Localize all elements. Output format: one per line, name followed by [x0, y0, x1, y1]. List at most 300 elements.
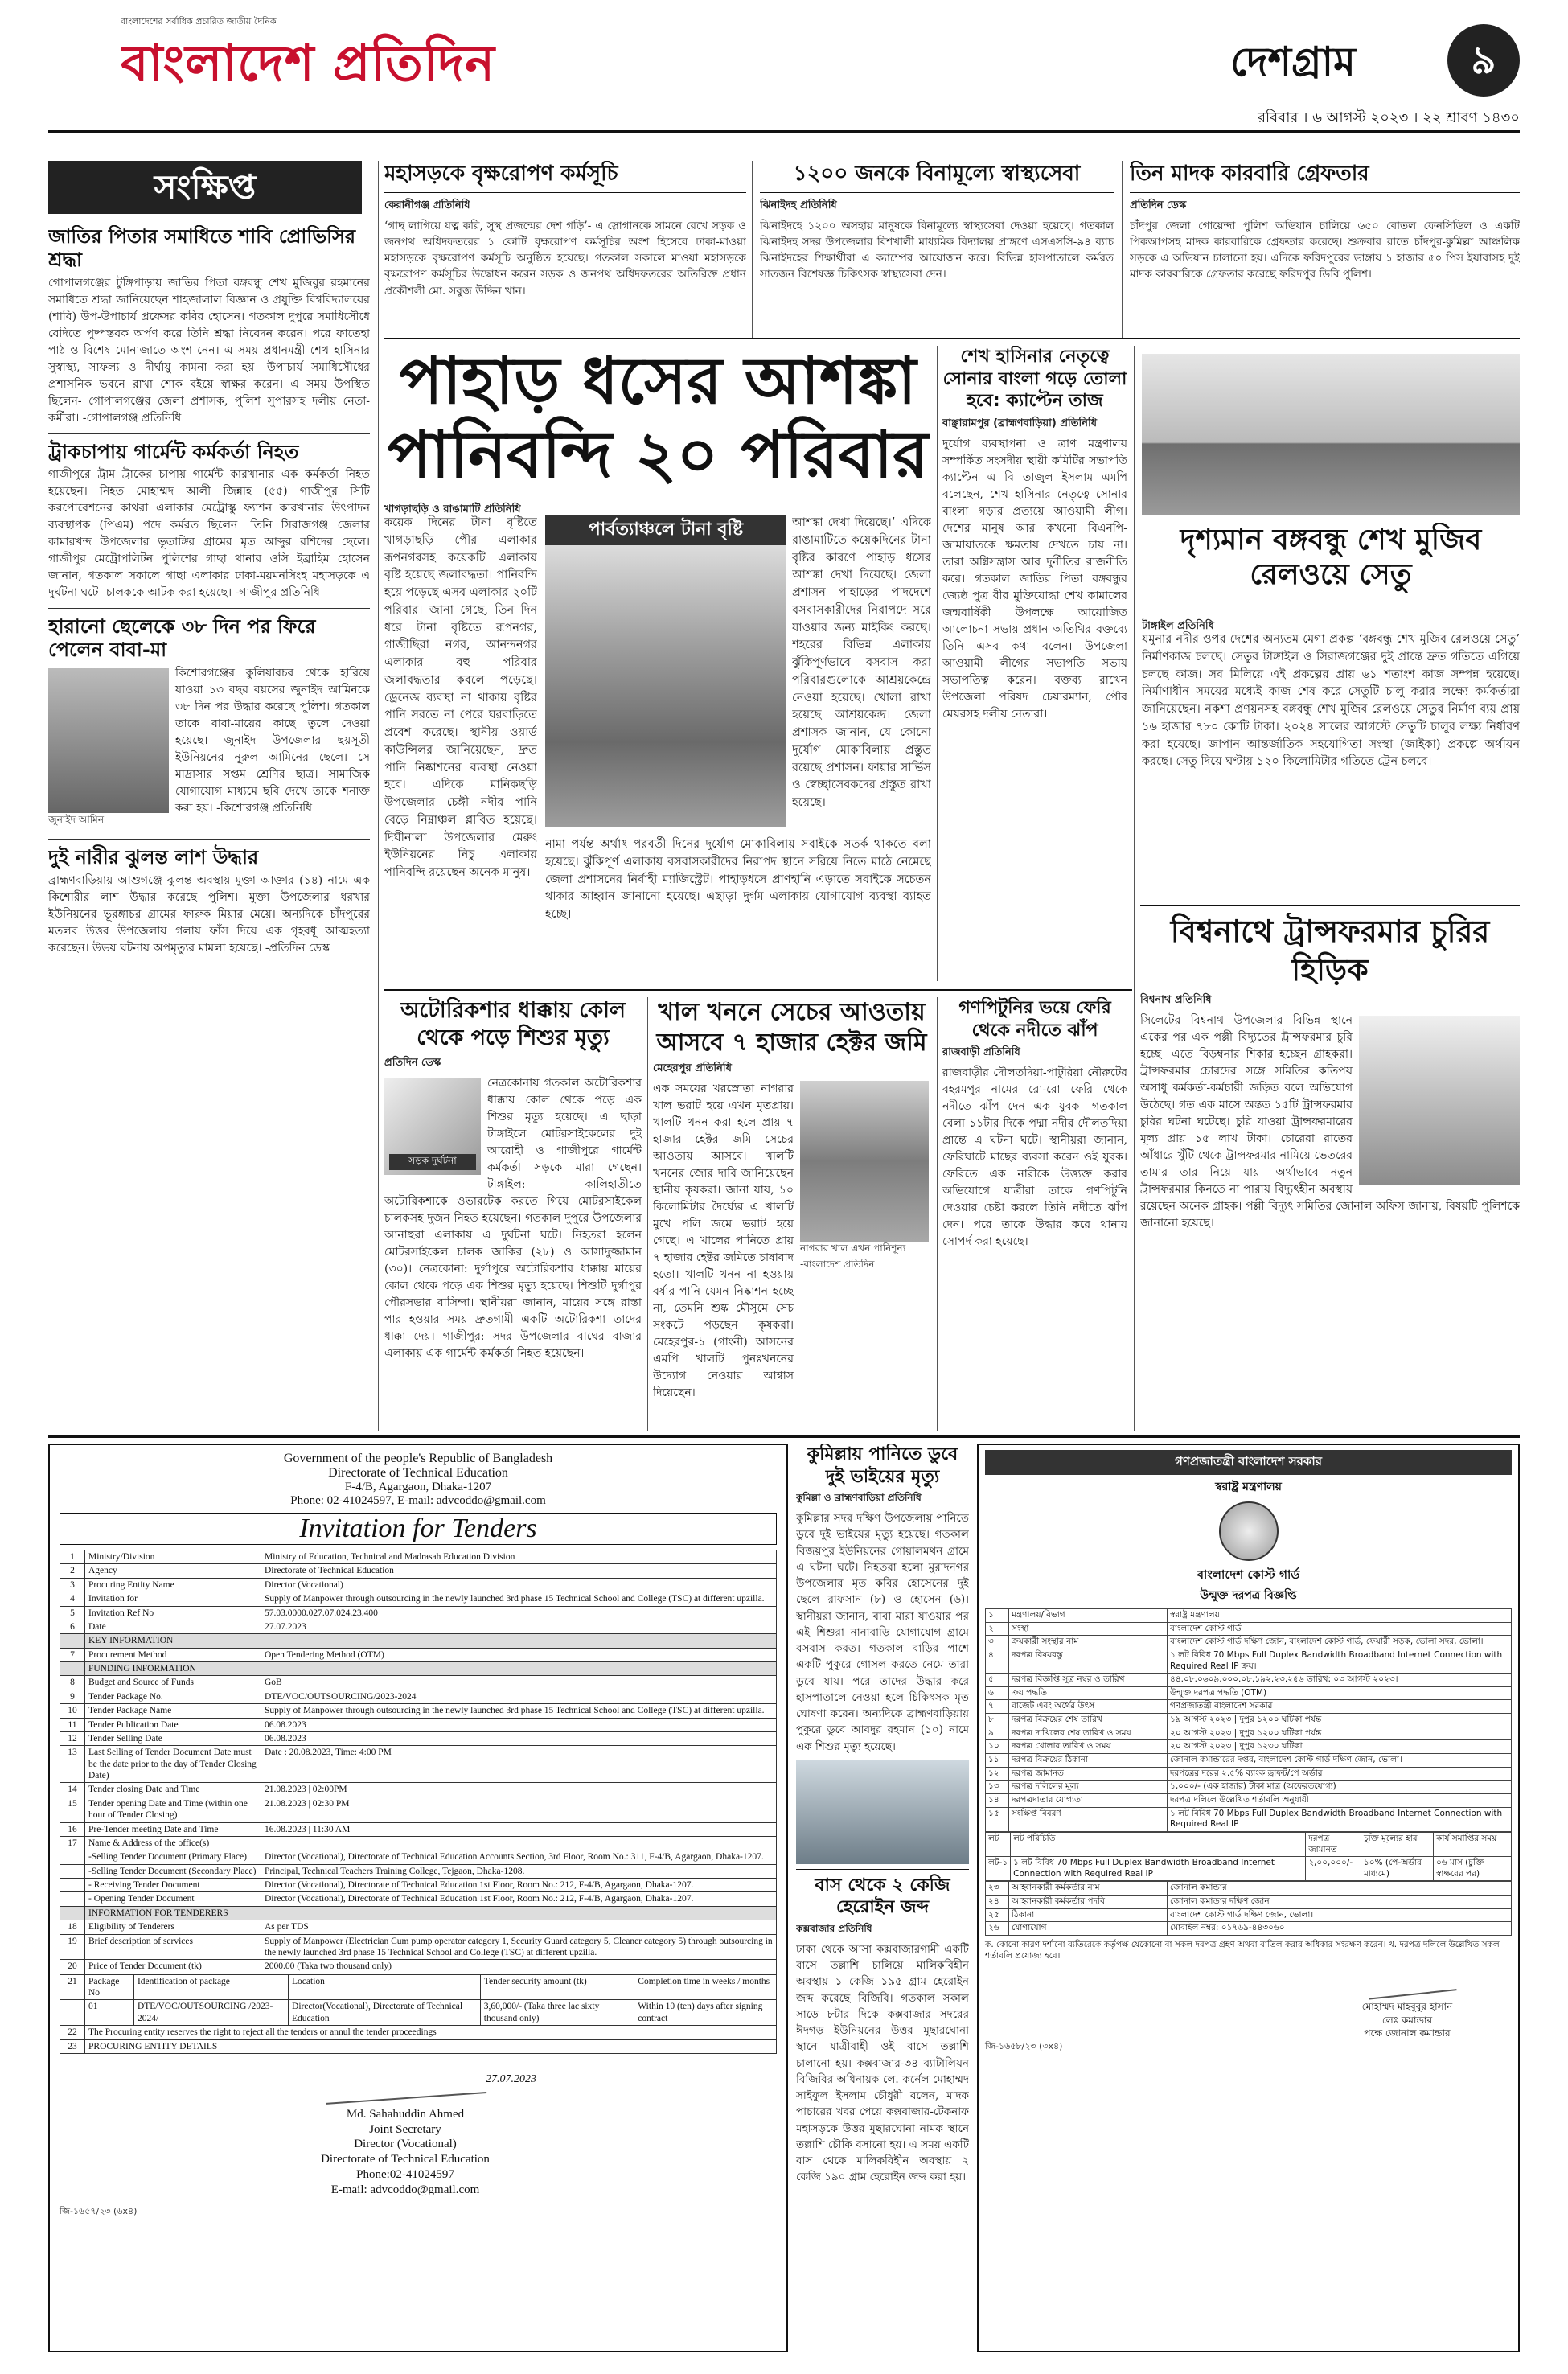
top-story-text: চাঁদপুর জেলা গোয়েন্দা পুলিশ অভিযান চালিয়ে ৬৫০ বোতল ফেনসিডিল ও একটি পিকআপসহ মাদক কারবারিকে গ্রেফতার করেছে। শুক্রবার রাতে চাঁদপুর-কুমিল্লা আঞ্চলিক সড়কে এ অভিযান চালানো হয়। এদিকে ফরিদপুরের ভাঙ্গায় ১ হাজার ৫০ পিস ইয়াবাসহ দুই মাদক কারবারিকে গ্রেফতার করেছে ফরিদপুর ডিবি পুলিশ। [1130, 219, 1520, 281]
column-rule [1134, 909, 1135, 1431]
bridge-byline: টাঙ্গাইল প্রতিনিধি [1142, 620, 1214, 632]
divider [796, 1869, 969, 1870]
row-value: ১ লট বিবিধ 70 Mbps Full Duplex Bandwidth Broadband Internet Connection with Required Real IP ক্রয়। [1168, 1649, 1512, 1673]
top-story-text: ঝিনাইদহে ১২০০ অসহায় মানুষকে বিনামূল্যে স্বাস্থ্যসেবা দেওয়া হয়েছে। গতকাল ঝিনাইদহ সদর উপজেলার বিশখালী মাধ্যমিক বিদ্যালয় প্রাঙ্গণে এসএসসি-৯৪ ব্যাচ ঝিনাইদহের শিক্ষার্থীরা এ ক্যাম্পের আয়োজন করে। বিভিন্ন হাসপাতালে কর্মরত সাতজন বিশেষজ্ঞ চিকিৎসক স্বাস্থ্যসেবা দেন। [760, 219, 1114, 281]
divider [760, 192, 1114, 193]
auto-headline[interactable]: অটোরিকশার ধাক্কায় কোল থেকে পড়ে শিশুর মৃত্যু [400, 998, 626, 1050]
row-label: Name & Address of the office(s) [85, 1836, 261, 1850]
cg-row [986, 1767, 1512, 1780]
cg-row [986, 1649, 1512, 1673]
tender-row [60, 1634, 777, 1648]
row-value: Supply of Manpower (Electrician Cum pump operator category 1, Security Guard category 5, Cleaner category 5) through outsourcing in the newly launched 3rd phase 15 Technical School and College (TSC) at different upzilla. [261, 1934, 777, 1960]
row-value: ২০ আগস্ট ২০২৩ | দুপুর ১২৩০ ঘটিকা [1168, 1740, 1512, 1754]
brief-title[interactable]: হারানো ছেলেকে ৩৮ দিন পর ফিরে পেলেন বাবা-মা [48, 615, 316, 662]
row-label: - Opening Tender Document [85, 1892, 261, 1906]
row-value: 16.08.2023 | 11:30 AM [261, 1822, 777, 1836]
row-value: জোনাল কমান্ডার [1168, 1882, 1512, 1896]
tender-phone: Phone: 02-41024597, E-mail: advcoddo@gmail.com [290, 1494, 546, 1507]
masthead-tagline: বাংলাদেশের সর্বাধিক প্রচারিত জাতীয় দৈনিক [121, 16, 277, 27]
row-number: 7 [60, 1648, 85, 1661]
row-number: ৩ [986, 1636, 1009, 1649]
divider [1130, 192, 1520, 193]
tender-row [60, 1920, 777, 1934]
top-story-byline: প্রতিদিন ডেস্ক [1130, 199, 1187, 212]
row-label: দরপত্র দাখিলের শেষ তারিখ ও সময় [1009, 1727, 1168, 1740]
row-label: Tender opening Date and Time (within one hour of Tender Closing) [85, 1797, 261, 1822]
brief-item [48, 441, 370, 602]
row-label: Ministry/Division [85, 1550, 261, 1564]
lot-cell-0: লট-১ [986, 1857, 1011, 1881]
row-number: ২ [986, 1622, 1009, 1636]
cg-row [986, 1622, 1512, 1636]
row-label: বাজেট এবং অর্থের উৎস [1009, 1700, 1168, 1714]
bridge-headline[interactable]: দৃশ্যমান বঙ্গবন্ধু শেখ মুজিব রেলওয়ে সেতু [1180, 524, 1482, 592]
row-label: FUNDING INFORMATION [85, 1662, 261, 1676]
khal-headline[interactable]: খাল খননে সেচের আওতায় আসবে ৭ হাজার হেক্টর জমি [656, 998, 927, 1057]
ad-code: জি-১৬৫৮/২৩ (৩x৪) [985, 2041, 1063, 2052]
tender-row [60, 1690, 777, 1703]
rule [1140, 905, 1520, 906]
hasina-text: দুর্যোগ ব্যবস্থাপনা ও ত্রাণ মন্ত্রণালয় সম্পর্কিত সংসদীয় স্থায়ী কমিটির সভাপতি ক্যাপ্টেন এ বি তাজুল ইসলাম এমপি বলেছেন, শেখ হাসিনার নেতৃত্বে সোনার বাংলা গড়ার প্রত্যয়ে আওয়ামী লীগ। দেশের মানুষ আর কখনো বিএনপি-জামায়াতকে ক্ষমতায় দেখতে চায় না। তারা অগ্নিসন্ত্রাস আর দুর্নীতির রাজনীতি করে। গতকাল জাতির পিতা বঙ্গবন্ধুর জ্যেষ্ঠ পুত্র বীর মুক্তিযোদ্ধা শেখ কামালের জন্মবার্ষিকী উপলক্ষে আয়োজিত আলোচনা সভায় প্রধান অতিথির বক্তব্যে তিনি এসব কথা বলেন। উপজেলা আওয়ামী লীগের সভাপতি সভায় সভাপতিত্ব করেন। বক্তব্য রাখেন উপজেলা পরিষদ চেয়ারম্যান, পৌর মেয়রসহ দলীয় নেতারা। [942, 437, 1127, 721]
row-number: ১৩ [986, 1780, 1009, 1794]
row-label: Agency [85, 1564, 261, 1578]
lot-cell-2: ২,০০,০০০/- [1306, 1857, 1361, 1881]
row-value: 06.08.2023 [261, 1731, 777, 1745]
brief-text: গাজীপুরে ট্রাম ট্রাকের চাপায় গার্মেন্ট কারখানার এক কর্মকর্তা নিহত হয়েছেন। নিহত মোহাম্মদ আলী জিন্নাহ (৫৫) গাজীপুর সিটি করপোরেশনের কাথরা এলাকার মেট্রোস্কু ফ্যাশন কারখানার উৎপাদন ব্যবস্থাপক (পিএম) পদে কর্মরত ছিলেন। তিনি সিরাজগঞ্জ জেলার কামারখন্দ উপজেলার ভূতাঙ্গির গ্রামের মৃত আব্দুর রশিদের ছেলে। গাজীপুর মেট্রোপলিটন পুলিশের গাছা থানার ওসি ইব্রাহিম হোসেন জানান, গতকাল সকালে গাছা এলাকার ঢাকা-ময়মনসিংহ মহাসড়কে এ দুর্ঘটনা ঘটে। চালককে আটক করা হয়েছে। -গাজীপুর প্রতিনিধি [48, 468, 370, 600]
row-value: ২০ আগস্ট ২০২৩ | দুপুর ১২০০ ঘটিকা পর্যন্ত [1168, 1727, 1512, 1740]
entity-details: PROCURING ENTITY DETAILS [85, 2039, 777, 2053]
tender-row [60, 1864, 777, 1878]
row-label: Invitation for [85, 1592, 261, 1606]
accident-graphic [384, 1078, 481, 1175]
row-value: Director (Vocational), Directorate of Technical Education Accounts Section, 3rd Floor, Room No.: 311, F-4/B, Agargaon, Dhaka-1207. [261, 1850, 777, 1864]
column-rule [937, 997, 938, 1431]
tender-row [60, 1934, 777, 1960]
row-value: 21.08.2023 | 02:00PM [261, 1783, 777, 1797]
comilla-text: কুমিল্লার সদর দক্ষিণ উপজেলায় পানিতে ডুবে দুই ভাইয়ের মৃত্যু হয়েছে। গতকাল বিজয়পুর ইউনিয়নের গোয়ালমথন গ্রামে এ ঘটনা ঘটে। নিহতরা হলো মুরাদনগর উপজেলার মৃত কবির হোসেনের দুই ছেলে রাফসান (৮) ও হোসেন (৬)। স্থানীয়রা জানান, বাবা মারা যাওয়ার পর এই শিশুরা নানাবাড়ি যোগাযোগ গ্রামে বসবাস করত। গতকাল বাড়ির পাশে একটি পুকুরে গোসল করতে নেমে তারা ডুবে যায়। পরে তাদের উদ্ধার করে হাসপাতালে নেওয়া হলে চিকিৎসক মৃত ঘোষণা করেন। অন্যদিকে ব্রাহ্মণবাড়িয়ায় পুকুরে ডুবে আবদুর রহমান (১০) নামে এক শিশুর মৃত্যু হয়েছে। [796, 1512, 969, 1753]
row-label: দরপত্র জামানত [1009, 1767, 1168, 1780]
row-number: 2 [60, 1564, 85, 1578]
row-label: দরপত্র বিষয়বস্তু [1009, 1649, 1168, 1673]
transformer-photo [1359, 1016, 1520, 1185]
row-number: ৭ [986, 1700, 1009, 1714]
signature-scribble [324, 2060, 486, 2105]
khal-story [653, 997, 930, 1431]
sangkhipto-column [48, 225, 370, 1431]
row-label: - Receiving Tender Document [85, 1879, 261, 1892]
hasina-headline[interactable]: শেখ হাসিনার নেতৃত্বে সোনার বাংলা গড়ে তোলা হবে: ক্যাপ্টেন তাজ [942, 347, 1127, 411]
issue-date: রবিবার । ৬ আগস্ট ২০২৩ । ২২ শ্রাবণ ১৪৩০ [1258, 109, 1520, 125]
row-value: Supply of Manpower through outsourcing in the newly launched 3rd phase 15 Technical School and College (TSC) at different upzilla. [261, 1704, 777, 1718]
column-rule [752, 161, 753, 338]
row-label: Procurement Method [85, 1648, 261, 1661]
cg-row [986, 1896, 1512, 1909]
cg-row [986, 1793, 1512, 1807]
row-value: স্বরাষ্ট্র মন্ত্রণালয় [1168, 1609, 1512, 1623]
row-label: দরপত্র বিজ্ঞপ্তি সূত্র নম্বর ও তারিখ [1009, 1674, 1168, 1687]
row-label: Tender Package No. [85, 1690, 261, 1703]
row-label: Last Selling of Tender Document Date must be the date prior to the day of Tender Closing Date) [85, 1746, 261, 1783]
rule [384, 338, 1520, 339]
khal-photo-caption: নাগরার খাল এখন পানিশূন্য -বাংলাদেশ প্রতিদিন [800, 1242, 906, 1270]
row-number: 17 [60, 1836, 85, 1850]
cg-org: বাংলাদেশ কোস্ট গার্ড [1197, 1567, 1300, 1582]
top-story-title[interactable]: মহাসড়কে বৃক্ষরোপণ কর্মসূচি [384, 162, 618, 186]
signatory-role: Director (Vocational) [354, 2138, 457, 2151]
row-value: 2000.00 (Taka two thousand only) [261, 1960, 777, 1974]
signatory-email: E-mail: advcoddo@gmail.com [330, 2183, 480, 2196]
tender-row [60, 1746, 777, 1783]
package-cell-2: Director(Vocational), Directorate of Technical Education [289, 2000, 481, 2026]
lot-head-4: কার্য সমাপ্তির সময় [1434, 1832, 1512, 1856]
lot-head-0: লট [986, 1832, 1011, 1856]
tender-row [60, 1592, 777, 1606]
row-label: Tender Publication Date [85, 1718, 261, 1731]
row-label: যোগাযোগ [1009, 1922, 1168, 1936]
column-rule [937, 346, 938, 981]
brief-title[interactable]: ট্রাকচাপায় গার্মেন্ট কর্মকর্তা নিহত [48, 440, 299, 463]
tender-row [60, 1822, 777, 1836]
brief-text: ব্রাহ্মণবাড়িয়ায় আশুগঞ্জে ঝুলন্ত অবস্থায় মুক্তা আক্তার (১৪) নামে এক কিশোরীর লাশ উদ্ধার করেছে পুলিশ। মুক্তা উপজেলার ধরখার ইউনিয়নের ভূরঙ্গাচর গ্রামের ফারুক মিয়ার মেয়ে। অন্যদিকে চাঁদপুরের মতলব উত্তর উপজেলায় গলায় ফাঁস দিয়ে এক গৃহবধূ আত্মহত্যা করেছেন। উভয় ঘটনায় অপমৃত্যুর মামলা হয়েছে। -প্রতিদিন ডেস্ক [48, 873, 370, 955]
brief-text: কিশোরগঞ্জের কুলিয়ারচর থেকে হারিয়ে যাওয়া ১৩ বছর বয়সের জুনাইদ আমিনকে ৩৮ দিন পর উদ্ধার করেছে পুলিশ। গতকাল তাকে বাবা-মায়ের কাছে তুলে দেওয়া হয়েছে। জুনাইদ উপজেলার ছয়সূতী ইউনিয়নের নূরুল আমিনের ছেলে। সে মাদ্রাসার সপ্তম শ্রেণির ছাত্র। সামাজিক যোগাযোগ মাধ্যমে ছবি দেখে তাকে শনাক্ত করা হয়। -কিশোরগঞ্জ প্রতিনিধি [175, 666, 370, 815]
row-number: ২৫ [986, 1908, 1009, 1922]
reserve-rights: The Procuring entity reserves the right to reject all the tenders or annul the tender proceedings [85, 2026, 777, 2039]
coastguard-emblem-icon [1219, 1501, 1279, 1561]
column-rule [1122, 161, 1123, 338]
brief-text: গোপালগঞ্জের টুঙ্গিপাড়ায় জাতির পিতা বঙ্গবন্ধু শেখ মুজিবুর রহমানের সমাধিতে শ্রদ্ধা জানিয়েছেন শাহজালাল বিজ্ঞান ও প্রযুক্তি বিশ্ববিদ্যালয়ের (শাবি) উপ-উপাচার্য প্রফেসর কবির হোসেন। গতকাল দুপুরে সমাধিসৌধে বেদিতে পুষ্পস্তবক অর্পণ করে তিনি শ্রদ্ধা নিবেদন করেন। পরে ফাতেহা পাঠ ও বিশেষ মোনাজাতে অংশ নেন। এ সময় প্রধানমন্ত্রী শেখ হাসিনার সুস্বাস্থ্য, সাফল্য ও দীর্ঘায়ু কামনা করা হয়। উপাচার্য সমাধিসৌধের প্রশাসনিক ভবনে রাখা শোক বইয়ে স্বাক্ষর করেন। এ সময় উপস্থিত ছিলেন- গোপালগঞ্জের জেলা প্রশাসক, পুলিশ সুপারসহ দলীয় নেতা-কর্মীরা। -গোপালগঞ্জ প্রতিনিধি [48, 276, 370, 425]
bridge-photo [1142, 354, 1520, 515]
hasina-byline: বাঞ্ছারামপুর (ব্রাহ্মণবাড়িয়া) প্রতিনিধি [942, 417, 1098, 429]
cg-row [986, 1807, 1512, 1831]
cg-row [986, 1740, 1512, 1754]
tender-signature [60, 2062, 777, 2223]
khal-photo-wrap [800, 1081, 929, 1419]
missing-boy-photo [48, 668, 169, 813]
tender-addr: F-4/B, Agargaon, Dhaka-1207 [344, 1481, 492, 1493]
cg-table-2 [985, 1881, 1512, 1936]
row-number: 16 [60, 1822, 85, 1836]
signatory-name: Md. Sahahuddin Ahmed [346, 2107, 465, 2121]
tender-row [60, 1676, 777, 1690]
cg-signatory [1319, 2000, 1496, 2039]
row-number [60, 1850, 85, 1864]
cg-signature [985, 1961, 1512, 2058]
row-value: Ministry of Education, Technical and Madrasah Education Division [261, 1550, 777, 1564]
cg-title: উন্মুক্ত দরপত্র বিজ্ঞপ্তি [1200, 1589, 1297, 1602]
row-number: 20 [60, 1960, 85, 1974]
tender-row [60, 1718, 777, 1731]
row-label: দরপত্র বিক্রয়ের ঠিকানা [1009, 1754, 1168, 1768]
lead-headline[interactable]: পাহাড় ধসের আশঙ্কা পানিবন্দি ২০ পরিবার [387, 344, 929, 492]
accident-label: সড়ক দুর্ঘটনা [389, 1154, 476, 1170]
row-label: Tender Package Name [85, 1704, 261, 1718]
brief-item [48, 615, 370, 832]
lead-photo [545, 545, 786, 827]
cg-row [986, 1636, 1512, 1649]
row-value: ৪৪.০৮.০৬০৯.০০০.০৮.১৯২.২৩.২৫৬ তারিখ: ০৩ আগস্ট ২০২৩। [1168, 1674, 1512, 1687]
cg-row [986, 1700, 1512, 1714]
transformer-story [1140, 913, 1520, 1431]
comilla-headline[interactable]: কুমিল্লায় পানিতে ডুবে দুই ভাইয়ের মৃত্যু [807, 1444, 958, 1487]
cg-gov: গণপ্রজাতন্ত্রী বাংলাদেশ সরকার [985, 1450, 1512, 1475]
column-rule [647, 997, 648, 1431]
tender-row [60, 1606, 777, 1620]
row-value: গণপ্রজাতন্ত্রী বাংলাদেশ সরকার [1168, 1700, 1512, 1714]
mob-byline: রাজবাড়ী প্রতিনিধি [942, 1046, 1020, 1058]
mob-story [942, 997, 1127, 1431]
auto-byline: প্রতিদিন ডেস্ক [384, 1056, 441, 1069]
row-value: Date : 20.08.2023, Time: 4:00 PM [261, 1746, 777, 1783]
transformer-headline[interactable]: বিশ্বনাথে ট্রান্সফরমার চুরির হিড়িক [1170, 914, 1490, 988]
lot-cell-1: ১ লট বিবিধ 70 Mbps Full Duplex Bandwidth Broadband Internet Connection with Required Real IP [1011, 1857, 1306, 1881]
transformer-text: সিলেটের বিশ্বনাথ উপজেলার বিভিন্ন স্থানে একের পর এক পল্লী বিদ্যুতের ট্রান্সফরমার চুরি হচ্ছে। এতে বিড়ম্বনার শিকার হচ্ছেন গ্রাহকরা। ট্রান্সফরমার চোরদের সঙ্গে সমিতির কতিপয় অসাধু কর্মকর্তা-কর্মচারী জড়িত বলে অভিযোগ উঠেছে। গত এক মাসে অন্তত ১৫টি ট্রান্সফরমার চুরির ঘটনা ঘটেছে। চুরি যাওয়া ট্রান্সফরমারের মূল্য প্রায় ১৫ লাখ টাকা। চোরেরা রাতের আঁধারে খুঁটি থেকে ট্রান্সফরমার নামিয়ে ভেতরের তামার তার নিয়ে যায়। অর্থাভাবে নতুন ট্রান্সফরমার কিনতে না পারায় বিদ্যুৎহীন অবস্থায় রয়েছেন অনেক গ্রাহক। পল্লী বিদ্যুৎ সমিতির জোনাল অফিস জানায়, বিষয়টি পুলিশকে জানানো হয়েছে। [1140, 1014, 1520, 1230]
top-story-title[interactable]: ১২০০ জনকে বিনামূল্যে স্বাস্থ্যসেবা [793, 162, 1081, 186]
tender-row [60, 1704, 777, 1718]
row-number: 9 [60, 1690, 85, 1703]
tender-row [60, 1564, 777, 1578]
package-head-0: Package No [85, 1974, 134, 2000]
row-number: 12 [60, 1731, 85, 1745]
row-number: ৫ [986, 1674, 1009, 1687]
tender-row [60, 1850, 777, 1864]
rule [48, 1435, 1520, 1438]
row-value: জোনাল কমান্ডার দক্ষিণ জোন [1168, 1896, 1512, 1909]
package-head-2: Location [289, 1974, 481, 2000]
row-value: মোবাইল নম্বর: ০১৭৬৯-৪৪৩০৬০ [1168, 1922, 1512, 1936]
row-label: Date [85, 1620, 261, 1633]
row-value: Director (Vocational), Directorate of Technical Education 1st Floor, Room No.: 212, F-4/B, Agargaon, Dhaka-1207. [261, 1879, 777, 1892]
row-value [261, 1906, 777, 1920]
row-number: ৬ [986, 1686, 1009, 1700]
cg-row [986, 1674, 1512, 1687]
package-table [60, 1974, 777, 2054]
row-value: 27.07.2023 [261, 1620, 777, 1633]
sangkhipto-tab: সংক্ষিপ্ত [48, 161, 362, 214]
row-value: Principal, Technical Teachers Training College, Tejgaon, Dhaka-1208. [261, 1864, 777, 1878]
row-number: 10 [60, 1704, 85, 1718]
lot-cell-4: ০৬ মাস (চুক্তি স্বাক্ষরের পর) [1434, 1857, 1512, 1881]
signatory-title: Joint Secretary [369, 2122, 441, 2136]
row-number: 19 [60, 1934, 85, 1960]
heroin-headline[interactable]: বাস থেকে ২ কেজি হেরোইন জব্দ [815, 1875, 950, 1918]
cg-table [985, 1608, 1512, 1832]
divider [384, 192, 746, 193]
row-label: আহ্বানকারী কর্মকর্তার নাম [1009, 1882, 1168, 1896]
lot-head-2: দরপত্র জামানত [1306, 1832, 1361, 1856]
tender-row [60, 1797, 777, 1822]
divider [48, 608, 370, 609]
cg-row [986, 1609, 1512, 1623]
row-number: 15 [60, 1797, 85, 1822]
row-value: DTE/VOC/OUTSOURCING/2023-2024 [261, 1690, 777, 1703]
row-number: 11 [60, 1718, 85, 1731]
tender-row [60, 1906, 777, 1920]
mob-headline[interactable]: গণপিটুনির ভয়ে ফেরি থেকে নদীতে ঝাঁপ [958, 998, 1111, 1041]
row-number: 8 [60, 1676, 85, 1690]
khal-text: এক সময়ের খরস্রোতা নাগরার খাল ভরাট হয়ে এখন মৃতপ্রায়। খালটি খনন করা হলে প্রায় ৭ হাজার হেক্টর জমি সেচের আওতায় আসবে। খালটি খননের জোর দাবি জানিয়েছেন স্থানীয় কৃষকরা। জানা যায়, ১০ কিলোমিটার দৈর্ঘ্যের এ খালটি মুখে পলি জমে ভরাট হয়ে গেছে। এ খালের পানিতে প্রায় ৭ হাজার হেক্টর জমিতে চাষাবাদ হতো। খালটি খনন না হওয়ায় বর্ষার পানি যেমন নিষ্কাশন হচ্ছে না, তেমনি শুষ্ক মৌসুমে সেচ সংকটে পড়ছেন কৃষকরা। মেহেরপুর-১ (গাংনী) আসনের এমপি খালটি পুনঃখননের উদ্যোগ নেওয়ার আশ্বাস দিয়েছেন। [653, 1082, 794, 1399]
row-number: ৮ [986, 1714, 1009, 1727]
tender-table [60, 1550, 777, 1974]
masthead-rule [48, 130, 1520, 133]
tender-row [60, 1879, 777, 1892]
hasina-story [942, 346, 1127, 981]
row-value: দরপত্র দলিলে উল্লেখিত শর্তাবলি অনুযায়ী [1168, 1793, 1512, 1807]
row-number: 14 [60, 1783, 85, 1797]
lead-photo-banner: পার্বত্যাঞ্চলে টানা বৃষ্টি [545, 515, 786, 545]
row-number: ১০ [986, 1740, 1009, 1754]
row-number: ২৩ [986, 1882, 1009, 1896]
lead-photo-block [545, 515, 786, 828]
package-cell: 22 [60, 2026, 85, 2039]
top-story-tree [384, 161, 746, 338]
tender-row [60, 1578, 777, 1592]
row-value: উন্মুক্ত দরপত্র পদ্ধতি (OTM) [1168, 1686, 1512, 1700]
row-label: দরপত্র বিক্রয়ের শেষ তারিখ [1009, 1714, 1168, 1727]
tender-row [60, 1836, 777, 1850]
heroin-text: ঢাকা থেকে আসা কক্সবাজারগামী একটি বাসে তল্লাশি চালিয়ে মালিকবিহীন অবস্থায় ১ কেজি ১৯৫ গ্রাম হেরোইন জব্দ করেছে বিজিবি। গতকাল সকাল সাড়ে ৮টার দিকে কক্সবাজার সদরের ঈদগড় ইউনিয়নের উত্তর মুছারঘোনা স্থানে যাত্রীবাহী ওই বাসে তল্লাশি চালানো হয়। কক্সবাজার-৩৪ ব্যাটালিয়ন বিজিবির অধিনায়ক লে. কর্নেল মোহাম্মদ সাইফুল ইসলাম চৌধুরী বলেন, মাদক পাচারের খবর পেয়ে কক্সবাজার-টেকনাফ মহাসড়কে উত্তর মুছারঘোনা নামক স্থানে তল্লাশি চৌকি বসানো হয়। এ সময় একটি বাস থেকে মালিকবিহীন অবস্থায় ২ কেজি ১৯০ গ্রাম হেরোইন জব্দ করা হয়। [796, 1942, 969, 2184]
row-number: ১২ [986, 1767, 1009, 1780]
row-label: Tender Selling Date [85, 1731, 261, 1745]
photo-caption: জুনাইদ আমিন [48, 813, 104, 825]
package-cell [60, 2000, 85, 2026]
brief-item [48, 225, 370, 427]
row-value: বাংলাদেশ কোস্ট গার্ড দক্ষিণ জোন, বাংলাদেশ কোস্ট গার্ড, ফেয়ারী সড়ক, ভোলা সদর, ভোলা। [1168, 1636, 1512, 1649]
khal-byline: মেহেরপুর প্রতিনিধি [653, 1062, 732, 1074]
lot-head-3: চুক্তি মূল্যের হার [1361, 1832, 1433, 1856]
row-number: ৯ [986, 1727, 1009, 1740]
row-number: 3 [60, 1578, 85, 1592]
row-number: ৪ [986, 1649, 1009, 1673]
row-value: Directorate of Technical Education [261, 1564, 777, 1578]
signatory-block [252, 2107, 558, 2198]
lot-cell-3: ১০% (পে-অর্ডার মাধ্যমে) [1361, 1857, 1433, 1881]
comilla-heroin-column [796, 1444, 969, 2352]
row-number [60, 1634, 85, 1648]
divider [48, 839, 370, 840]
row-value: বাংলাদেশ কোস্ট গার্ড [1168, 1622, 1512, 1636]
tender-row [60, 1892, 777, 1906]
package-cell: 21 [60, 1974, 85, 2000]
cg-row [986, 1754, 1512, 1768]
tender-title: Invitation for Tenders [60, 1513, 777, 1545]
row-value: GoB [261, 1676, 777, 1690]
row-number [60, 1879, 85, 1892]
row-value: 21.08.2023 | 02:30 PM [261, 1797, 777, 1822]
brief-item [48, 846, 370, 957]
row-number: ১৪ [986, 1793, 1009, 1807]
cg-row [986, 1727, 1512, 1740]
cg-sig-rank: লেঃ কমান্ডার [1381, 2014, 1433, 2026]
tender-gov: Government of the people's Republic of Bangladesh [283, 1452, 553, 1465]
cg-row [986, 1714, 1512, 1727]
tender-dir: Directorate of Technical Education [328, 1466, 508, 1480]
cg-row [986, 1922, 1512, 1936]
row-value: ১,০০০/- (এক হাজার) টাকা মাত্র (অফেরতযোগ্য) [1168, 1780, 1512, 1794]
row-number: 18 [60, 1920, 85, 1934]
tender-row [60, 1662, 777, 1676]
cg-row [986, 1686, 1512, 1700]
row-label: দরপত্রদাতার যোগ্যতা [1009, 1793, 1168, 1807]
package-cell-0: 01 [85, 2000, 134, 2026]
tender-row [60, 1648, 777, 1661]
bridge-text: যমুনার নদীর ওপর দেশের অন্যতম মেগা প্রকল্প ‘বঙ্গবন্ধু শেখ মুজিব রেলওয়ে সেতু’ নির্মাণকাজ চলছে। সেতুর টাঙ্গাইল ও সিরাজগঞ্জের দুই প্রান্তে দ্রুত গতিতে এগিয়ে চলছে কাজ। সব মিলিয়ে এই প্রকল্পের প্রায় ৬১ শতাংশ কাজ সম্পন্ন হয়েছে। নির্মাণাধীন সময়ের মধ্যেই কাজ শেষ করে সেতুটি চালু করার লক্ষ্যে কর্মকর্তারা জানিয়েছেন। নকশা প্রণয়নসহ বঙ্গবন্ধু শেখ মুজিব রেলওয়ে সেতুর নির্মাণ ব্যয় প্রায় ১৬ হাজার ৭৮০ কোটি টাকা। ২০২৪ সালের আগস্টে সেতুটি চালুর লক্ষ্য নির্ধারণ করা হয়েছে। জাপান আন্তর্জাতিক সহযোগিতা সংস্থা (জাইকা) প্রকল্পে অর্থায়ন করছে। সেতু দিয়ে ঘণ্টায় ১২০ কিলোমিটার গতিতে ট্রেন চলবে। [1142, 633, 1520, 769]
row-value: Supply of Manpower through outsourcing in the newly launched 3rd phase 15 Technical School and College (TSC) at different upzilla. [261, 1592, 777, 1606]
row-number: ২৪ [986, 1896, 1009, 1909]
top-story-text: ‘গাছ লাগিয়ে যত্ন করি, সুস্থ প্রজন্মের দেশ গড়ি’- এ স্লোগানকে সামনে রেখে সড়ক ও জনপথ অধিদফতরের ১ কোটি বৃক্ষরোপণ কর্মসূচির অংশ হিসেবে ঢাকা-মাওয়া মহাসড়কে বৃক্ষরোপণ কর্মসূচি অনুষ্ঠিত হয়েছে। গতকাল সকালে মাওয়া মহাসড়কে বৃক্ষরোপণ কর্মসূচির উদ্বোধন করেন সড়ক ও জনপথ অধিদফতরের অতিরিক্ত প্রধান প্রকৌশলী মো. সবুজ উদ্দিন খান। [384, 219, 746, 298]
lot-head-1: লট পরিচিতি [1011, 1832, 1306, 1856]
row-number: 5 [60, 1606, 85, 1620]
row-number: 13 [60, 1746, 85, 1783]
brief-title[interactable]: জাতির পিতার সমাধিতে শাবি প্রোভিসির শ্রদ্ধা [48, 225, 356, 271]
row-value: বাংলাদেশ কোস্ট গার্ড দক্ষিণ জোন, ভোলা। [1168, 1908, 1512, 1922]
row-label: ক্রয় পদ্ধতি [1009, 1686, 1168, 1700]
cg-row [986, 1780, 1512, 1794]
transformer-byline: বিশ্বনাথ প্রতিনিধি [1140, 994, 1212, 1006]
row-value: Director (Vocational) [261, 1578, 777, 1592]
package-head-4: Completion time in weeks / months [634, 1974, 777, 2000]
row-label: ক্রয়কারী সংস্থার নাম [1009, 1636, 1168, 1649]
top-story-title[interactable]: তিন মাদক কারবারি গ্রেফতার [1130, 162, 1369, 186]
tender-row [60, 1550, 777, 1564]
top-story-byline: ঝিনাইদহ প্রতিনিধি [760, 199, 837, 212]
lead-text-2: আশঙ্কা দেখা দিয়েছে।’ এদিকে রাঙামাটিতে কয়েকদিনের টানা বৃষ্টির কারণে পাহাড় ধসের আশঙ্কা দেখা দিয়েছে। জেলা প্রশাসন পাহাড়ের পাদদেশে বসবাসকারীদের নিরাপদে সরে যাওয়ার জন্য মাইকিং করছে। শহরের বিভিন্ন এলাকায় ঝুঁকিপূর্ণভাবে বসবাস করা পরিবারগুলোকে আশ্রয়কেন্দ্রে নেওয়া হয়েছে। খোলা রাখা হয়েছে আশ্রয়কেন্দ্র। জেলা প্রশাসক জানান, যে কোনো দুর্যোগ মোকাবিলায় প্রস্তুত রয়েছে প্রশাসন। ফায়ার সার্ভিস ও স্বেচ্ছাসেবকদের প্রস্তুত রাখা হয়েছে। [792, 516, 931, 809]
row-label: Tender closing Date and Time [85, 1783, 261, 1797]
comilla-byline: কুমিল্লা ও ব্রাহ্মণবাড়িয়া প্রতিনিধি [796, 1492, 922, 1503]
brief-title[interactable]: দুই নারীর ঝুলন্ত লাশ উদ্ধার [48, 845, 259, 869]
cg-sig-name: মোহাম্মদ মাহবুবুর হাসান [1361, 2001, 1453, 2013]
tender-row [60, 1960, 777, 1974]
row-value: 57.03.0000.027.07.024.23.400 [261, 1606, 777, 1620]
package-head-1: Identification of package [133, 1974, 288, 2000]
row-number [60, 1864, 85, 1878]
tender-notice [48, 1444, 788, 2352]
row-label: KEY INFORMATION [85, 1634, 261, 1648]
row-value: As per TDS [261, 1920, 777, 1934]
row-label: আহ্বানকারী কর্মকর্তার পদবি [1009, 1896, 1168, 1909]
auto-text: নেত্রকোনায় গতকাল অটোরিকশার ধাক্কায় কোল থেকে পড়ে এক শিশুর মৃত্যু হয়েছে। এ ছাড়া টাঙ্গাইলে মোটরসাইকেলের দুই আরোহী ও গাজীপুরে গার্মেন্ট কর্মকর্তা সড়কে মারা গেছেন। টাঙ্গাইল: কালিহাতীতে অটোরিকশাকে ওভারটেক করতে গিয়ে মোটরসাইকেল চালকসহ দুজন নিহত হয়েছেন। গতকাল দুপুরে উপজেলার আনাহুরা এলাকায় এ দুর্ঘটনা ঘটে। নিহতরা হলেন মোটরসাইকেল চালক জাকির (২৮) ও আসাদুজ্জামান (৩০)। নেত্রকোনা: দুর্গাপুরে অটোরিকশার ধাক্কায় মায়ের কোল থেকে পড়ে এক শিশুর মৃত্যু হয়েছে। শিশুটি দুর্গাপুর পৌরসভার বাসিন্দা। স্থানীয়রা জানান, মায়ের সঙ্গে রাস্তা পার হওয়ার সময় দ্রুতগামী একটি অটোরিকশা তাদের ধাক্কা দেয়। গাজীপুর: সদর উপজেলার বাঘের বাজার এলাকায় এক গার্মেন্ট কর্মকর্তা নিহত হয়েছেন। [384, 1076, 642, 1360]
mob-text: রাজবাড়ীর দৌলতদিয়া-পাটুরিয়া নৌরুটের বহরমপুর নামের রো-রো ফেরি থেকে নদীতে ঝাঁপ দেন এক যুবক। গতকাল বেলা ১১টার দিকে পদ্মা নদীর দৌলতদিয়া প্রান্তে এ ঘটনা ঘটে। স্থানীয়রা জানান, ফেরিঘাটে মাছের ব্যবসা করেন ওই যুবক। ফেরিতে এক নারীকে উত্ত্যক্ত করার অভিযোগে যাত্রীরা তাকে গণপিটুনি দেওয়ার চেষ্টা করলে তিনি নদীতে ঝাঁপ দেন। পরে তাকে উদ্ধার করে থানায় সোপর্দ করা হয়েছে। [942, 1066, 1127, 1248]
cg-row [986, 1882, 1512, 1896]
divider [48, 433, 370, 434]
column-rule [378, 161, 379, 1431]
row-label: ঠিকানা [1009, 1908, 1168, 1922]
row-label: দরপত্র খোলার তারিখ ও সময় [1009, 1740, 1168, 1754]
row-number: ১৫ [986, 1807, 1009, 1831]
package-cell-1: DTE/VOC/OUTSOURCING /2023-2024/ [133, 2000, 288, 2026]
row-label: Brief description of services [85, 1934, 261, 1960]
cg-ministry: স্বরাষ্ট্র মন্ত্রণালয় [1215, 1481, 1282, 1493]
row-value: ১৯ আগস্ট ২০২৩ | দুপুর ১২০০ ঘটিকা পর্যন্ত [1168, 1714, 1512, 1727]
row-number: ২৬ [986, 1922, 1009, 1936]
package-cell-4: Within 10 (ten) days after signing contract [634, 2000, 777, 2026]
lead-byline: খাগড়াছড়ি ও রাঙামাটি প্রতিনিধি [384, 503, 521, 515]
sign-date: 27.07.2023 [486, 2072, 536, 2085]
row-value: দরপত্রের দরের ২.৫% ব্যাংক ড্রাফট/পে অর্ডার [1168, 1767, 1512, 1780]
row-number [60, 1906, 85, 1920]
row-value: Director (Vocational), Directorate of Technical Education 1st Floor, Room No.: 212, F-4/B, Agargaon, Dhaka-1207. [261, 1892, 777, 1906]
row-label: Eligibility of Tenderers [85, 1920, 261, 1934]
masthead-logo[interactable]: বাংলাদেশ প্রতিদিন [121, 34, 495, 90]
row-label: Price of Tender Document (tk) [85, 1960, 261, 1974]
missing-boy-photo-wrap [48, 668, 169, 829]
row-label: সংস্থা [1009, 1622, 1168, 1636]
tender-row [60, 1620, 777, 1633]
signatory-phone: Phone:02-41024597 [356, 2167, 454, 2181]
rule [384, 989, 1132, 991]
khal-photo [800, 1081, 929, 1242]
signature-scribble [1365, 1962, 1456, 2000]
package-head-3: Tender security amount (tk) [480, 1974, 634, 2000]
